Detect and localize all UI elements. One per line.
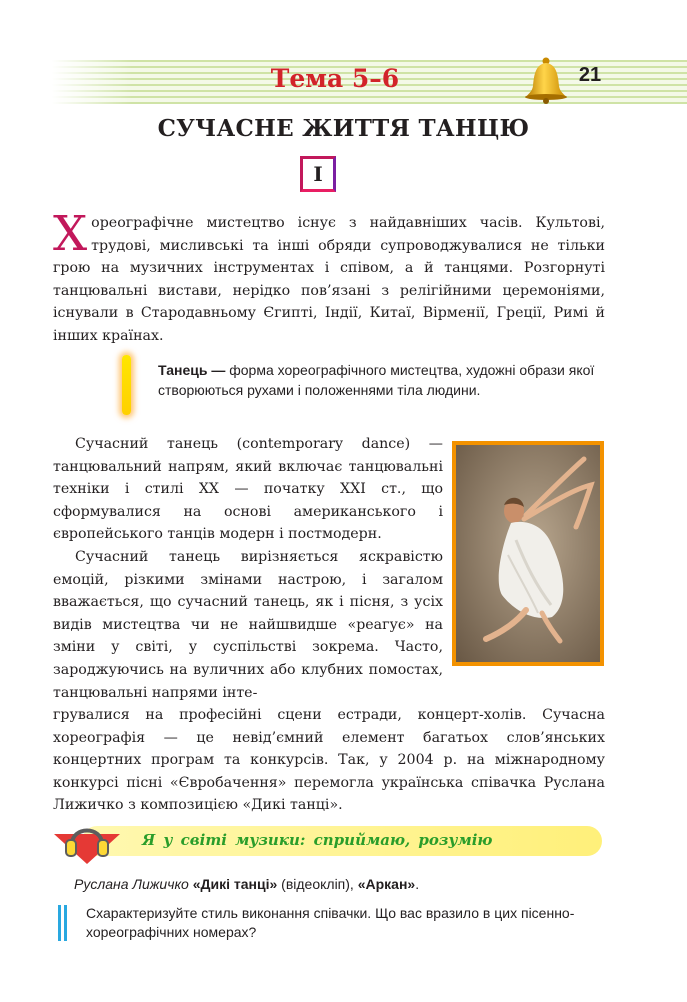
definition-text: форма хореографічного мистецтва, художні образи якої створюються рухами і положеннями тіла людини. xyxy=(158,362,595,398)
work-title-1: «Дикі танці» xyxy=(192,876,278,892)
definition-box xyxy=(158,360,610,400)
dance-features-paragraph: Сучасний танець вирізняється яскравістю емоцій, різкими змінами настрою, і загалом вважається, що сучасний танець, як і пісня, з усіх видів мистецтва чи не найшвидше «реагує» на зміни у світі, у суспільстві зокрема. Часто, зароджуючись на вуличних або клубних помостах, танцювальні напрями інте- xyxy=(53,549,443,701)
listening-line xyxy=(74,876,419,892)
drop-cap: Х xyxy=(53,206,88,262)
dancer-photo xyxy=(452,441,604,666)
work-title-2: «Аркан» xyxy=(357,876,416,892)
headphones-icon xyxy=(52,818,122,866)
intro-paragraph-text: ореографічне мистецтво існує з найдавніших часів. Культові, трудові, мисливські та інші обряди супроводжувалися не тільки грою на музичних інструментах і співом, а й танцями. Розгорнуті танцювальні вистави, нерідко пов’язані з релігійними церемоніями, існували в Стародавньому Єгипті, Індії, Китаї, Вірменії, Греції, Римі й інших країнах. xyxy=(53,215,605,344)
listening-end: . xyxy=(415,876,420,892)
contemporary-dance-paragraph: Сучасний танець (contemporary dance) — танцювальний напрям, який включає танцювальні техніки і стилі XX — початку XXI ст., що сформувалися на основі американського і європейського танців модерн і постмодерн. xyxy=(53,436,443,543)
section-banner xyxy=(52,818,602,858)
section-numeral-box xyxy=(300,156,336,192)
question-marker xyxy=(58,905,71,941)
section-numeral: І xyxy=(313,162,323,186)
page-title: СУЧАСНЕ ЖИТТЯ ТАНЦЮ xyxy=(157,115,530,142)
eurovision-paragraph: грувалися на професійні сцени естради, концерт-холів. Сучасна хореографія — це невід’ємний елемент багатьох слов’янських концертних програм та конкурсів. Так, у 2004 р. на міжнародному конкурсі пісні «Євробачення» перемогла українська співачка Руслана Лижичко з композицією «Дикі танці». xyxy=(53,707,605,814)
work-note: (відеокліп), xyxy=(277,876,358,892)
header-bar-fade xyxy=(52,60,132,104)
topic-title: Тема 5–6 xyxy=(270,64,400,93)
page-number: 21 xyxy=(578,64,602,86)
definition-marker xyxy=(122,355,131,415)
question-text: Схарактеризуйте стиль виконання співачки. Що вас вразило в цих пісенно-хореографічних номерах? xyxy=(86,905,575,940)
banner-title: Я у світі музики: сприймаю, розумію xyxy=(142,831,493,849)
definition-term: Танець — xyxy=(158,362,226,378)
dancer-image xyxy=(456,445,600,662)
intro-paragraph xyxy=(53,206,605,348)
artist-name: Руслана Лижичко xyxy=(74,876,189,892)
bell-icon xyxy=(520,56,572,104)
